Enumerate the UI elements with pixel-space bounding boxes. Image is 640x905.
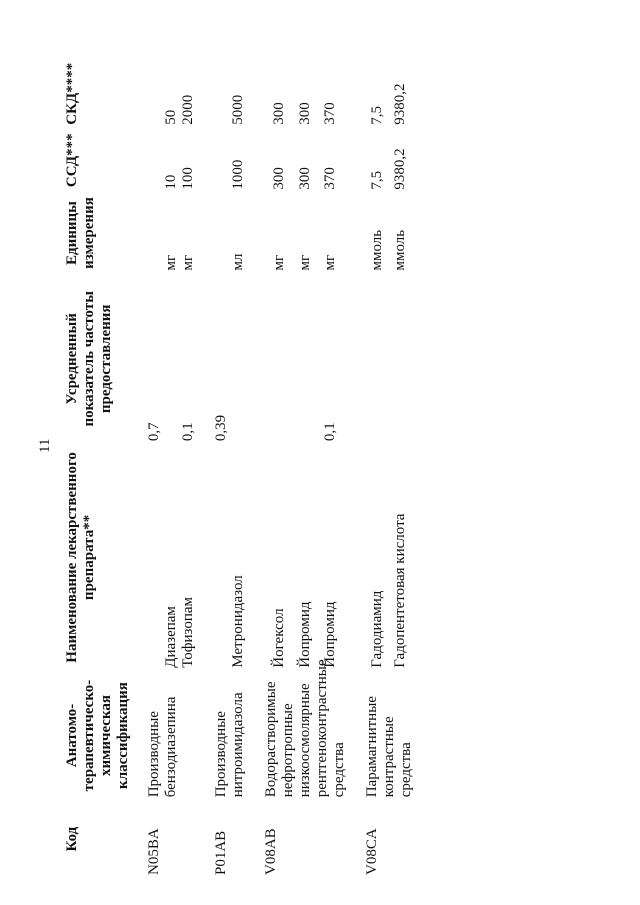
ssd-cell: 10 (163, 174, 179, 190)
table-row (247, 63, 271, 878)
atc-cell: Производные бензодиазепина (146, 696, 179, 798)
unit-cell: ммоль (392, 229, 409, 271)
skd-cell: 5000 (230, 94, 246, 125)
rotated-page-content (64, 63, 516, 878)
skd-cell: 50 (163, 109, 179, 125)
skd-cell: 9380,2 (392, 83, 409, 125)
unit-cell: мг (296, 254, 313, 271)
avg-cell (392, 274, 415, 445)
table-header-row (64, 63, 142, 878)
avg-cell (348, 274, 369, 445)
table-row (142, 63, 163, 878)
code-cell: N05BA (146, 828, 162, 875)
unit-cell: ммоль (369, 229, 386, 271)
atc-cell: Производные нитроимидазола (213, 692, 246, 798)
drug-name-cell: Метронидазол (230, 575, 246, 668)
skd-cell: 300 (271, 102, 288, 125)
skd-cell: 370 (322, 102, 339, 125)
avg-cell (369, 274, 392, 445)
table-row (197, 63, 230, 878)
drug-name-cell: Тофизопам (180, 596, 196, 668)
skd-cell: 2000 (180, 94, 196, 125)
unit-cell: мг (180, 254, 196, 271)
header-atc: Анатомо-терапевтическо-химическая классификация (64, 679, 131, 792)
ssd-cell: 7,5 (369, 170, 386, 190)
drug-name-cell: Йопромид (322, 601, 339, 668)
drug-name-cell: Гадодиамид (369, 590, 386, 668)
code-cell: V08AB (263, 828, 279, 875)
ssd-cell: 370 (322, 167, 339, 190)
header-code: Код (64, 826, 80, 852)
drug-name-cell: Йогексол (271, 608, 288, 668)
ssd-cell: 300 (296, 167, 313, 190)
unit-cell: мг (322, 254, 339, 271)
header-average-frequency: Усредненный показатель частоты предоставления (64, 291, 114, 427)
atc-cell: Водорастворимые нефротропные низкоосмолярные рентгеноконтрастные средства (263, 659, 347, 798)
avg-cell: 0,39 (213, 414, 229, 442)
avg-cell (297, 274, 323, 445)
ssd-cell: 1000 (230, 159, 246, 190)
atc-cell: Парамагнитные контрастные средства (364, 696, 414, 798)
unit-cell: мг (271, 254, 288, 271)
unit-cell: мл (230, 253, 246, 271)
skd-cell: 300 (296, 102, 313, 125)
avg-cell (230, 274, 247, 445)
drug-name-cell: Йопромид (296, 601, 313, 668)
header-units: Единицы измерения (64, 197, 97, 269)
header-drug-name: Наименование лекарственного препарата** (64, 452, 97, 663)
drug-table (64, 63, 415, 878)
avg-cell: 0,7 (146, 422, 162, 442)
avg-cell (247, 274, 271, 445)
avg-cell: 0,1 (180, 422, 196, 442)
table-row (348, 63, 369, 878)
drug-name-cell: Диазепам (163, 606, 179, 668)
header-ssd: ССД*** (64, 133, 80, 188)
unit-cell: мг (163, 254, 179, 271)
ssd-cell: 9380,2 (392, 148, 409, 190)
ssd-cell: 300 (271, 167, 288, 190)
header-skd: СКД**** (64, 62, 80, 125)
avg-cell: 0,1 (322, 422, 339, 442)
page-number: 11 (37, 438, 53, 453)
drug-name-cell: Гадопентетовая кислота (392, 513, 409, 668)
skd-cell: 7,5 (369, 106, 386, 125)
avg-cell (271, 274, 297, 445)
ssd-cell: 100 (180, 167, 196, 190)
code-cell: V08CA (364, 828, 380, 875)
code-cell: P01AB (213, 830, 229, 875)
avg-cell (163, 274, 180, 445)
